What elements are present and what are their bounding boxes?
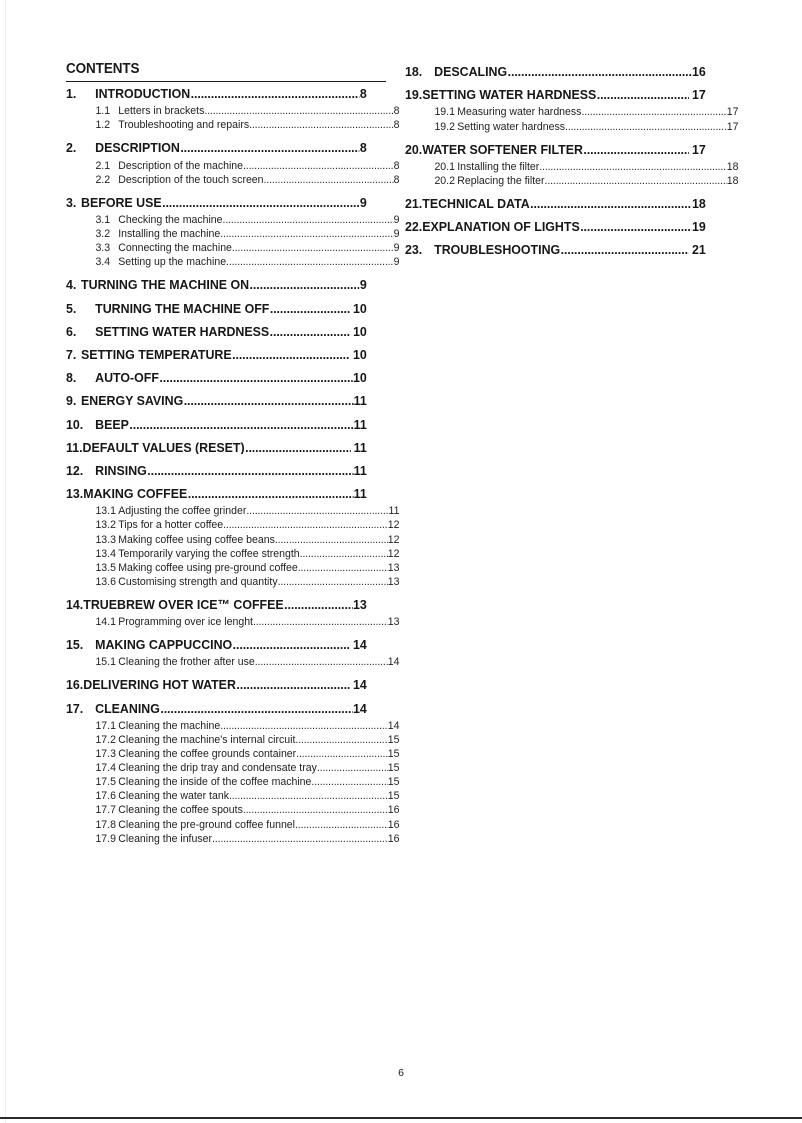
toc-entry-level1[interactable] bbox=[405, 197, 706, 210]
toc-entry-title: Cleaning the coffee grounds container bbox=[118, 749, 297, 761]
toc-left-column bbox=[66, 61, 400, 845]
toc-leader-dots bbox=[270, 325, 350, 338]
toc-leader-dots bbox=[583, 143, 688, 156]
toc-entry-title: ENERGY SAVING bbox=[81, 394, 184, 408]
toc-entry-level1[interactable] bbox=[66, 371, 367, 384]
toc-entry-title: DESCRIPTION bbox=[95, 141, 180, 155]
toc-entry-page: 8 bbox=[359, 86, 367, 101]
toc-entry-title: CLEANING bbox=[95, 701, 160, 715]
toc-leader-dots bbox=[275, 535, 388, 546]
toc-leader-dots bbox=[317, 763, 388, 774]
toc-entry-number: 14. bbox=[66, 597, 84, 612]
toc-entry-page: 19 bbox=[692, 220, 706, 234]
toc-entry-level1[interactable] bbox=[66, 487, 367, 500]
toc-entry-title: DESCALING bbox=[434, 65, 508, 79]
toc-entry-level2[interactable] bbox=[66, 763, 399, 774]
toc-entry-title: MAKING CAPPUCCINO bbox=[95, 638, 233, 652]
toc-entry-level2[interactable] bbox=[66, 215, 399, 226]
toc-entry-title: BEFORE USE bbox=[81, 195, 162, 209]
toc-leader-dots bbox=[223, 215, 394, 226]
toc-entry-number: 2. bbox=[66, 141, 77, 155]
toc-leader-dots bbox=[236, 678, 349, 691]
toc-entry-number: 17.8 bbox=[95, 819, 116, 831]
toc-entry-title: TECHNICAL DATA bbox=[422, 196, 530, 211]
toc-entry-title: Checking the machine bbox=[118, 214, 223, 226]
toc-entry-page: 17 bbox=[726, 107, 739, 119]
toc-entry-level2[interactable] bbox=[66, 243, 399, 254]
toc-leader-dots bbox=[295, 820, 388, 831]
toc-entry-number: 6. bbox=[66, 324, 77, 338]
toc-entry-number: 5. bbox=[66, 301, 77, 315]
toc-leader-dots bbox=[147, 464, 353, 477]
toc-entry-level1[interactable] bbox=[66, 196, 367, 209]
toc-leader-dots bbox=[229, 791, 388, 802]
toc-leader-dots bbox=[188, 487, 353, 500]
toc-entry-level2[interactable] bbox=[66, 161, 399, 172]
toc-leader-dots bbox=[264, 175, 394, 186]
toc-entry-level1[interactable] bbox=[66, 598, 367, 611]
toc-entry-level2[interactable] bbox=[405, 122, 738, 133]
toc-entry-page: 11 bbox=[353, 487, 367, 501]
toc-leader-dots bbox=[508, 65, 692, 78]
toc-entry-page: 9 bbox=[359, 195, 367, 209]
toc-entry-number: 10. bbox=[66, 417, 84, 431]
toc-leader-dots bbox=[180, 141, 359, 154]
toc-entry-number: 17.2 bbox=[95, 734, 116, 746]
toc-leader-dots bbox=[220, 229, 393, 240]
toc-leader-dots bbox=[597, 88, 689, 101]
toc-leader-dots bbox=[223, 520, 388, 531]
toc-leader-dots bbox=[232, 243, 394, 254]
toc-entry-number: 14.1 bbox=[95, 617, 116, 629]
toc-leader-dots bbox=[530, 197, 691, 210]
toc-entry-level2[interactable] bbox=[66, 229, 399, 240]
toc-entry-level2[interactable] bbox=[66, 820, 399, 831]
toc-entry-page: 10 bbox=[353, 324, 367, 338]
toc-entry-number: 12. bbox=[66, 463, 84, 478]
toc-entry-number: 3.2 bbox=[95, 229, 111, 241]
toc-leader-dots bbox=[243, 161, 394, 172]
toc-entry-title: Measuring water hardness bbox=[457, 107, 582, 119]
toc-entry-number: 7. bbox=[66, 347, 77, 362]
toc-entry-page: 9 bbox=[393, 214, 400, 226]
toc-entry-page: 15 bbox=[387, 734, 400, 746]
toc-leader-dots bbox=[561, 243, 689, 256]
toc-entry-title: Description of the machine bbox=[118, 160, 244, 172]
toc-entry-number: 9. bbox=[66, 394, 77, 408]
toc-entry-title: Cleaning the coffee spouts bbox=[118, 805, 243, 817]
toc-entry-level2[interactable] bbox=[66, 834, 399, 845]
toc-entry-level2[interactable] bbox=[66, 535, 399, 546]
toc-entry-level1[interactable] bbox=[405, 65, 706, 78]
toc-entry-title: Programming over ice lenght bbox=[118, 617, 253, 629]
toc-leader-dots bbox=[298, 563, 388, 574]
toc-entry-page: 14 bbox=[387, 657, 400, 669]
toc-entry-number: 17.5 bbox=[95, 777, 116, 789]
toc-entry-page: 9 bbox=[393, 257, 400, 269]
toc-entry-title: INTRODUCTION bbox=[95, 86, 191, 101]
toc-entry-page: 11 bbox=[353, 463, 367, 478]
toc-entry-level1[interactable] bbox=[66, 302, 367, 315]
toc-entry-level1[interactable] bbox=[66, 87, 367, 100]
toc-entry-page: 8 bbox=[359, 141, 367, 155]
toc-entry-number: 8. bbox=[66, 371, 77, 385]
toc-entry-number: 15. bbox=[66, 638, 84, 652]
toc-entry-title: SETTING TEMPERATURE bbox=[81, 347, 232, 362]
toc-entry-page: 14 bbox=[387, 720, 400, 732]
toc-entry-title: WATER SOFTENER FILTER bbox=[422, 142, 583, 156]
toc-leader-dots bbox=[300, 549, 388, 560]
toc-entry-page: 11 bbox=[388, 506, 400, 518]
toc-entry-page: 18 bbox=[726, 161, 739, 173]
toc-entry-title: BEEP bbox=[95, 417, 129, 431]
toc-entry-number: 17.4 bbox=[95, 763, 116, 775]
toc-entry-title: DEFAULT VALUES (RESET) bbox=[82, 440, 245, 454]
toc-leader-dots bbox=[253, 617, 388, 628]
toc-entry-number: 13.2 bbox=[95, 520, 116, 532]
toc-entry-title: TROUBLESHOOTING bbox=[434, 243, 561, 257]
toc-entry-number: 17.6 bbox=[95, 791, 116, 803]
toc-entry-level1[interactable] bbox=[66, 678, 367, 691]
toc-entry-level2[interactable] bbox=[66, 549, 399, 560]
toc-leader-dots bbox=[295, 735, 387, 746]
toc-entry-title: Description of the touch screen bbox=[118, 174, 264, 186]
toc-entry-number: 19.2 bbox=[434, 121, 455, 133]
toc-entry-level2[interactable] bbox=[405, 176, 738, 187]
toc-entry-number: 22. bbox=[405, 220, 423, 234]
toc-entry-page: 12 bbox=[387, 520, 400, 532]
toc-entry-number: 3. bbox=[66, 195, 77, 209]
toc-entry-title: Cleaning the drip tray and condensate tray bbox=[118, 763, 317, 775]
toc-leader-dots bbox=[233, 638, 350, 651]
toc-entry-page: 15 bbox=[387, 763, 400, 775]
toc-entry-title: TRUEBREW OVER ICE™ COFFEE bbox=[83, 597, 284, 612]
toc-entry-page: 17 bbox=[726, 121, 739, 133]
toc-entry-title: EXPLANATION OF LIGHTS bbox=[422, 220, 580, 234]
toc-leader-dots bbox=[249, 120, 393, 131]
page-bottom-edge-line bbox=[0, 1117, 802, 1119]
toc-entry-level1[interactable] bbox=[66, 278, 367, 291]
toc-entry-title: Temporarily varying the coffee strength bbox=[118, 548, 300, 560]
toc-entry-level2[interactable] bbox=[66, 777, 399, 788]
toc-entry-number: 13.4 bbox=[95, 548, 116, 560]
toc-entry-number: 1.1 bbox=[95, 106, 111, 118]
toc-entry-number: 2.2 bbox=[95, 174, 111, 186]
toc-entry-title: SETTING WATER HARDNESS bbox=[422, 88, 597, 102]
toc-entry-level2[interactable] bbox=[405, 162, 738, 173]
toc-entry-page: 13 bbox=[387, 576, 400, 588]
toc-leader-dots bbox=[284, 598, 352, 611]
toc-leader-dots bbox=[129, 418, 353, 431]
toc-entry-level2[interactable] bbox=[66, 257, 399, 268]
toc-entry-level1[interactable] bbox=[66, 394, 367, 407]
toc-entry-title: Connecting the machine bbox=[118, 243, 232, 255]
toc-entry-page: 9 bbox=[359, 278, 367, 292]
toc-entry-level1[interactable] bbox=[66, 441, 367, 454]
contents-heading-rule bbox=[66, 81, 386, 82]
toc-leader-dots bbox=[255, 657, 388, 668]
toc-entry-level2[interactable] bbox=[66, 577, 399, 588]
toc-leader-dots bbox=[278, 577, 388, 588]
toc-entry-page: 13 bbox=[387, 617, 400, 629]
toc-entry-title: Cleaning the frother after use bbox=[118, 657, 255, 669]
toc-entry-number: 4. bbox=[66, 278, 77, 292]
toc-entry-title: Making coffee using pre-ground coffee bbox=[118, 562, 298, 574]
toc-entry-level2[interactable] bbox=[66, 506, 399, 517]
toc-entry-level2[interactable] bbox=[66, 805, 399, 816]
toc-entry-level2[interactable] bbox=[66, 120, 399, 131]
toc-entry-title: Making coffee using coffee beans bbox=[118, 534, 275, 546]
toc-leader-dots bbox=[545, 176, 727, 187]
toc-entry-page: 17 bbox=[692, 142, 706, 156]
toc-entry-number: 20. bbox=[405, 142, 423, 156]
page-number: 6 bbox=[398, 1067, 404, 1079]
toc-entry-page: 12 bbox=[387, 534, 400, 546]
toc-leader-dots bbox=[245, 441, 350, 454]
toc-entry-title: Installing the filter bbox=[457, 161, 540, 173]
toc-leader-dots bbox=[191, 87, 360, 100]
toc-entry-title: Letters in brackets bbox=[118, 106, 205, 118]
toc-entry-page: 9 bbox=[393, 229, 400, 241]
toc-leader-dots bbox=[226, 257, 394, 268]
toc-entry-number: 19.1 bbox=[434, 107, 455, 119]
toc-leader-dots bbox=[581, 107, 726, 118]
toc-entry-title: RINSING bbox=[95, 463, 147, 478]
toc-entry-title: Cleaning the inside of the coffee machine bbox=[118, 777, 312, 789]
toc-entry-level1[interactable] bbox=[66, 702, 367, 715]
toc-entry-title: Cleaning the infuser bbox=[118, 833, 213, 845]
toc-entry-page: 18 bbox=[726, 175, 739, 187]
toc-entry-level1[interactable] bbox=[66, 464, 367, 477]
toc-leader-dots bbox=[565, 122, 727, 133]
toc-leader-dots bbox=[243, 805, 388, 816]
page-title: CONTENTS bbox=[66, 61, 140, 77]
toc-entry-page: 13 bbox=[353, 597, 367, 612]
toc-entry-page: 16 bbox=[692, 65, 706, 79]
toc-entry-page: 11 bbox=[353, 417, 367, 431]
toc-entry-page: 10 bbox=[353, 301, 367, 315]
toc-entry-number: 21. bbox=[405, 196, 423, 211]
toc-entry-page: 8 bbox=[393, 174, 400, 186]
toc-entry-number: 11. bbox=[66, 440, 83, 454]
toc-entry-page: 17 bbox=[692, 88, 706, 102]
toc-entry-page: 15 bbox=[387, 749, 400, 761]
toc-entry-title: TURNING THE MACHINE ON bbox=[81, 278, 250, 292]
toc-entry-number: 3.4 bbox=[95, 257, 111, 269]
toc-entry-page: 16 bbox=[387, 805, 400, 817]
toc-entry-level2[interactable] bbox=[66, 735, 399, 746]
toc-entry-level2[interactable] bbox=[405, 107, 738, 118]
toc-entry-page: 10 bbox=[353, 347, 367, 362]
toc-entry-page: 14 bbox=[353, 638, 367, 652]
toc-entry-title: DELIVERING HOT WATER bbox=[83, 678, 236, 692]
toc-entry-level2[interactable] bbox=[66, 749, 399, 760]
toc-entry-number: 17.7 bbox=[95, 805, 116, 817]
toc-entry-title: Cleaning the machine bbox=[118, 720, 221, 732]
toc-leader-dots bbox=[270, 302, 350, 315]
toc-leader-dots bbox=[296, 749, 388, 760]
toc-entry-page: 15 bbox=[387, 777, 400, 789]
toc-entry-number: 2.1 bbox=[95, 160, 111, 172]
toc-entry-page: 8 bbox=[393, 120, 400, 132]
toc-entry-number: 19. bbox=[405, 88, 423, 102]
toc-entry-number: 3.3 bbox=[95, 243, 111, 255]
toc-entry-number: 15.1 bbox=[95, 657, 116, 669]
toc-leader-dots bbox=[212, 834, 388, 845]
toc-entry-page: 11 bbox=[353, 394, 367, 408]
toc-leader-dots bbox=[204, 106, 393, 117]
toc-entry-level1[interactable] bbox=[405, 143, 706, 156]
toc-entry-level1[interactable] bbox=[405, 88, 706, 101]
toc-leader-dots bbox=[162, 196, 359, 209]
toc-entry-page: 13 bbox=[387, 562, 400, 574]
toc-right-entry-list bbox=[405, 65, 739, 257]
toc-entry-number: 20.2 bbox=[434, 175, 455, 187]
toc-entry-number: 3.1 bbox=[95, 214, 111, 226]
toc-entry-page: 16 bbox=[387, 833, 400, 845]
toc-leader-dots bbox=[159, 371, 352, 384]
toc-entry-level2[interactable] bbox=[66, 106, 399, 117]
toc-entry-level1[interactable] bbox=[66, 325, 367, 338]
toc-entry-page: 16 bbox=[387, 819, 400, 831]
toc-entry-page: 14 bbox=[353, 701, 367, 715]
toc-leader-dots bbox=[220, 721, 388, 732]
toc-entry-number: 13. bbox=[66, 487, 84, 501]
toc-entry-title: Cleaning the water tank bbox=[118, 791, 229, 803]
toc-entry-page: 8 bbox=[393, 106, 400, 118]
toc-entry-number: 13.3 bbox=[95, 534, 116, 546]
toc-entry-level2[interactable] bbox=[66, 617, 399, 628]
toc-entry-page: 14 bbox=[353, 678, 367, 692]
toc-entry-level2[interactable] bbox=[66, 563, 399, 574]
toc-entry-title: Cleaning the machine's internal circuit bbox=[118, 734, 296, 746]
toc-entry-number: 17.3 bbox=[95, 749, 116, 761]
toc-entry-number: 13.1 bbox=[95, 506, 116, 518]
toc-entry-level1[interactable] bbox=[66, 418, 367, 431]
toc-leader-dots bbox=[160, 702, 352, 715]
toc-leader-dots bbox=[246, 506, 388, 517]
toc-entry-level1[interactable] bbox=[66, 638, 367, 651]
toc-entry-number: 17.9 bbox=[95, 833, 116, 845]
toc-entry-number: 16. bbox=[66, 678, 84, 692]
toc-entry-number: 23. bbox=[405, 243, 423, 257]
toc-entry-title: Customising strength and quantity bbox=[118, 576, 278, 588]
toc-leader-dots bbox=[539, 162, 726, 173]
toc-entry-level2[interactable] bbox=[66, 520, 399, 531]
toc-leader-dots bbox=[184, 394, 354, 407]
toc-entry-level2[interactable] bbox=[66, 791, 399, 802]
toc-entry-page: 11 bbox=[353, 440, 367, 454]
toc-entry-number: 1. bbox=[66, 86, 77, 101]
toc-entry-level2[interactable] bbox=[66, 657, 399, 668]
toc-entry-page: 21 bbox=[692, 243, 706, 257]
toc-entry-page: 10 bbox=[353, 371, 367, 385]
toc-entry-number: 18. bbox=[405, 65, 423, 79]
toc-entry-level1[interactable] bbox=[405, 243, 706, 256]
toc-entry-number: 17. bbox=[66, 701, 84, 715]
toc-entry-number: 17.1 bbox=[95, 720, 116, 732]
toc-entry-page: 12 bbox=[387, 548, 400, 560]
toc-entry-level1[interactable] bbox=[66, 348, 367, 361]
toc-entry-page: 15 bbox=[387, 791, 400, 803]
toc-entry-title: Troubleshooting and repairs bbox=[118, 120, 250, 132]
toc-entry-title: Setting up the machine bbox=[118, 257, 227, 269]
toc-entry-number: 13.6 bbox=[95, 576, 116, 588]
toc-entry-title: Installing the machine bbox=[118, 229, 221, 241]
toc-entry-level1[interactable] bbox=[66, 141, 367, 154]
toc-entry-title: MAKING COFFEE bbox=[83, 487, 188, 501]
toc-leader-dots bbox=[232, 348, 350, 361]
toc-entry-title: SETTING WATER HARDNESS bbox=[95, 324, 270, 338]
toc-entry-title: AUTO-OFF bbox=[95, 371, 159, 385]
toc-entry-number: 20.1 bbox=[434, 161, 455, 173]
toc-entry-title: Cleaning the pre-ground coffee funnel bbox=[118, 819, 296, 831]
toc-entry-level2[interactable] bbox=[66, 721, 399, 732]
toc-entry-title: Tips for a hotter coffee bbox=[118, 520, 224, 532]
toc-entry-number: 13.5 bbox=[95, 562, 116, 574]
toc-entry-title: Setting water hardness bbox=[457, 121, 566, 133]
toc-entry-page: 8 bbox=[393, 160, 400, 172]
toc-entry-page: 9 bbox=[393, 243, 400, 255]
toc-entry-title: Adjusting the coffee grinder bbox=[118, 506, 247, 518]
toc-entry-number: 1.2 bbox=[95, 120, 111, 132]
toc-left-entry-list bbox=[66, 86, 400, 845]
toc-entry-level1[interactable] bbox=[405, 220, 706, 233]
toc-entry-page: 18 bbox=[692, 196, 706, 211]
toc-entry-title: TURNING THE MACHINE OFF bbox=[95, 301, 270, 315]
toc-leader-dots bbox=[250, 278, 360, 291]
toc-leader-dots bbox=[580, 220, 691, 233]
toc-leader-dots bbox=[311, 777, 387, 788]
toc-entry-level2[interactable] bbox=[66, 175, 399, 186]
toc-entry-title: Replacing the filter bbox=[457, 175, 545, 187]
toc-right-column bbox=[405, 62, 739, 845]
